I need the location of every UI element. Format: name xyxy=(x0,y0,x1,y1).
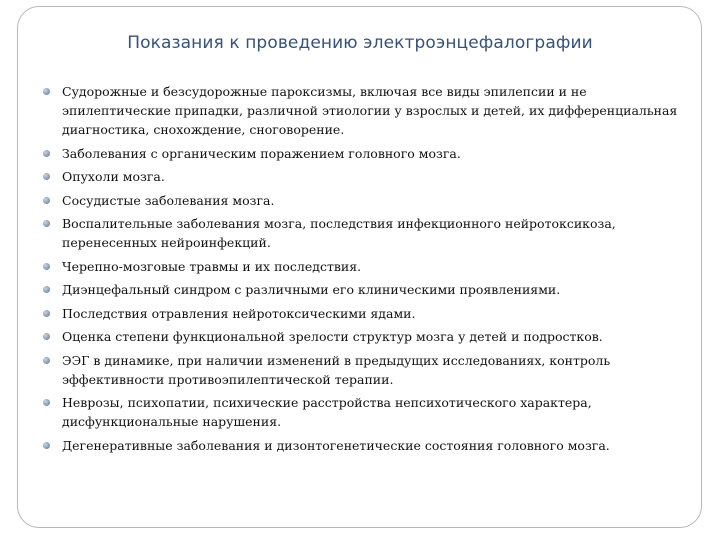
indications-list xyxy=(42,82,682,459)
list-item-text: Дегенеративные заболевания и дизонтогенетические состояния головного мозга. xyxy=(62,437,610,453)
list-item xyxy=(42,327,682,346)
list-item xyxy=(42,167,682,186)
slide-title: Показания к проведению электроэнцефалографии xyxy=(127,33,593,53)
bullet-icon xyxy=(43,333,50,340)
bullet-icon xyxy=(43,197,50,204)
list-item xyxy=(42,393,682,431)
list-item xyxy=(42,436,682,455)
list-item-text: Неврозы, психопатии, психические расстройства непсихотического характера, дисфункциональные нарушения. xyxy=(62,395,592,429)
list-item-text: Заболевания с органическим поражением головного мозга. xyxy=(62,145,461,161)
list-item-text: ЭЭГ в динамике, при наличии изменений в предыдущих исследованиях, контроль эффективности противоэпилептической терапии. xyxy=(62,352,611,387)
bullet-icon xyxy=(43,150,50,157)
list-item xyxy=(42,191,682,210)
list-item xyxy=(42,214,682,252)
bullet-icon xyxy=(43,173,50,180)
list-item-text: Оценка степени функциональной зрелости структур мозга у детей и подростков. xyxy=(62,329,603,344)
list-item xyxy=(42,304,682,323)
list-item xyxy=(42,82,682,139)
bullet-icon xyxy=(43,220,50,227)
bullet-icon xyxy=(43,357,50,364)
bullet-icon xyxy=(43,399,50,406)
list-item xyxy=(42,351,682,389)
list-item-text: Воспалительные заболевания мозга, последствия инфекционного нейротоксикоза, перенесенных нейроинфекций. xyxy=(62,216,616,250)
bullet-icon xyxy=(43,286,50,293)
list-item-text: Опухоли мозга. xyxy=(62,169,165,184)
list-item-text: Сосудистые заболевания мозга. xyxy=(62,192,275,208)
bullet-icon xyxy=(43,310,50,317)
list-item xyxy=(42,144,682,163)
list-item xyxy=(42,257,682,276)
list-item-text: Черепно-мозговые травмы и их последствия. xyxy=(62,258,362,274)
list-item xyxy=(42,280,682,299)
bullet-icon xyxy=(43,88,50,95)
list-item-text: Последствия отравления нейротоксическими ядами. xyxy=(62,305,416,321)
bullet-icon xyxy=(43,442,50,449)
list-item-text: Диэнцефальный синдром с различными его клиническими проявлениями. xyxy=(62,282,561,297)
bullet-icon xyxy=(43,263,50,270)
list-item-text: Судорожные и безсудорожные пароксизмы, включая все виды эпилепсии и не эпилептические припадки, различной этиологии у взрослых и детей, их дифференциальная диагностика, снохождение, сноговорение. xyxy=(62,84,678,137)
